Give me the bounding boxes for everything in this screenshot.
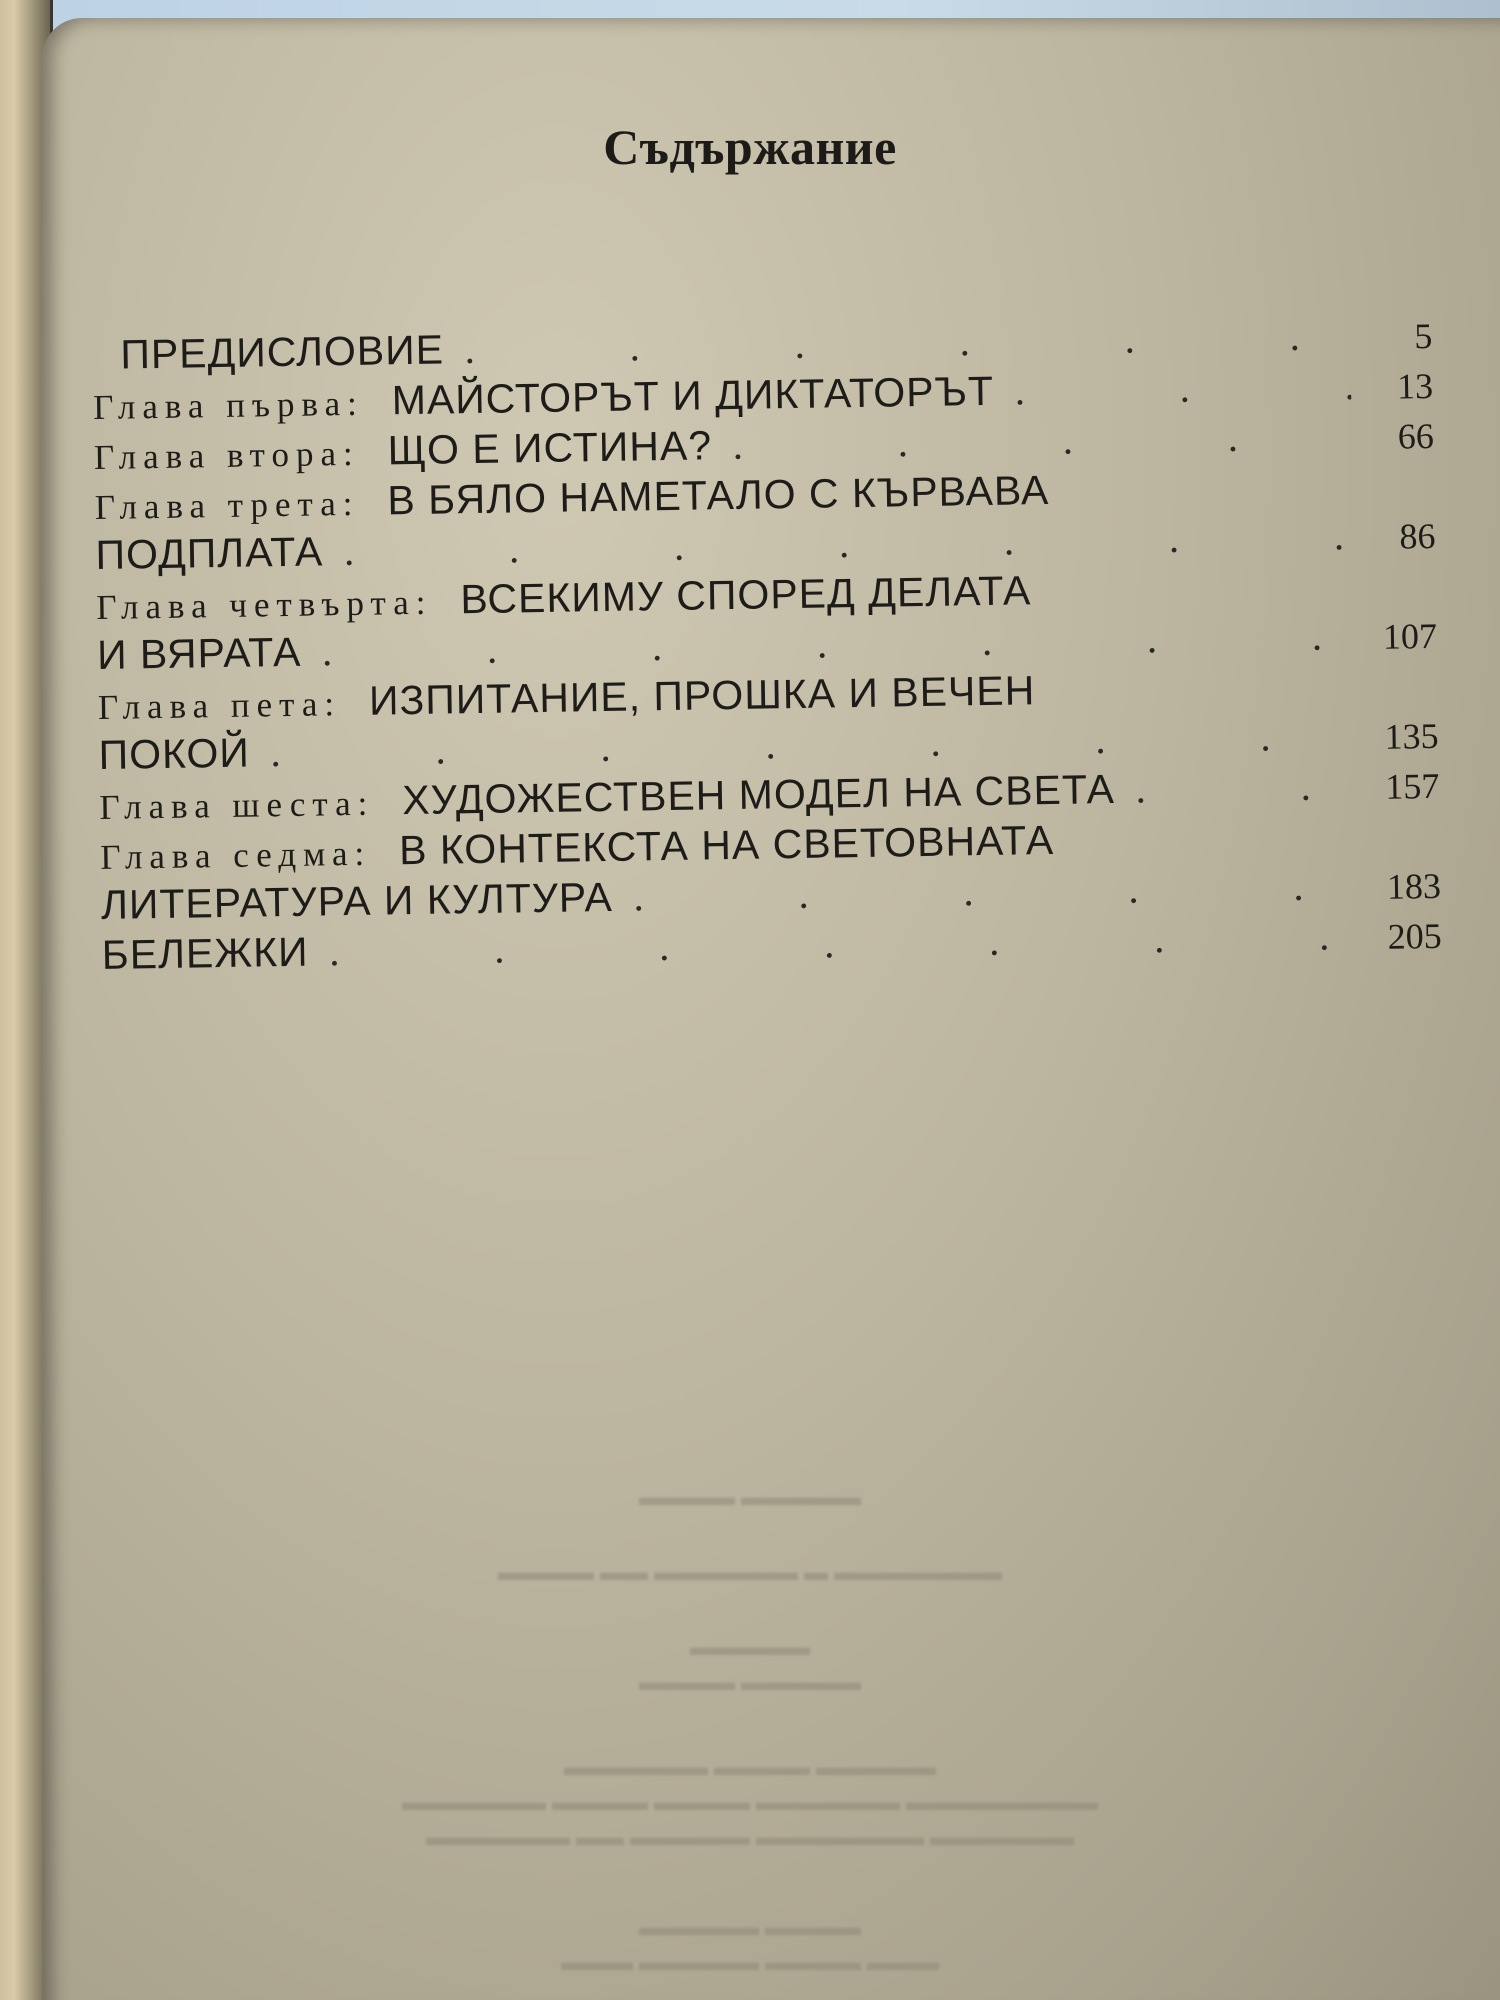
bleed-through-text: ▬▬▬▬ ▬▬ ▬▬▬▬▬▬ ▬ ▬▬▬▬▬▬▬ [498, 1560, 1002, 1586]
entry-title: ПОДПЛАТА [95, 528, 324, 578]
entry-title: МАЙСТОРЪТ И ДИКТАТОРЪТ [391, 367, 995, 424]
entry-prefix: Глава втора: [93, 433, 360, 477]
bleed-through-text: ▬▬▬▬ ▬▬▬▬▬ [639, 1670, 861, 1696]
entry-page-number: 135 [1384, 715, 1439, 757]
entry-page-number: 86 [1399, 515, 1436, 557]
entry-prefix: Глава първа: [92, 383, 365, 427]
entry-prefix: Глава шеста: [99, 783, 375, 827]
entry-title: БЕЛЕЖКИ [101, 928, 309, 978]
entry-prefix: Глава трета: [94, 483, 360, 527]
entry-prefix: Глава четвърта: [96, 582, 433, 627]
entry-title: ВСЕКИМУ СПОРЕД ДЕЛАТА [460, 567, 1032, 623]
entry-page-number: 13 [1396, 365, 1434, 407]
bleed-through-text: ▬▬▬ ▬▬▬▬▬ ▬▬▬▬ ▬▬▬ [561, 1950, 939, 1976]
entry-prefix: Глава пета: [97, 684, 342, 727]
entry-title: И ВЯРАТА [96, 628, 302, 678]
entry-title: ИЗПИТАНИЕ, ПРОШКА И ВЕЧЕН [368, 667, 1036, 724]
bleed-through-text: ▬▬▬▬▬ ▬▬▬▬ [639, 1915, 861, 1941]
entry-page-number: 5 [1413, 315, 1433, 357]
entry-page-number: 66 [1397, 415, 1435, 457]
entry-title: ЛИТЕРАТУРА И КУЛТУРА [100, 873, 614, 928]
entry-title: ПРЕДИСЛОВИЕ [120, 326, 445, 378]
entry-title: ПОКОЙ [98, 729, 251, 778]
entry-prefix: Глава седма: [99, 833, 372, 877]
entry-page-number: 107 [1382, 615, 1438, 657]
bleed-through-text: ▬▬▬▬▬▬ ▬▬▬▬ ▬▬▬▬▬ [564, 1755, 936, 1781]
entry-title: В КОНТЕКСТА НА СВЕТОВНАТА [398, 816, 1055, 874]
toc-heading: Съдържание [603, 119, 897, 175]
entry-title: В БЯЛО НАМЕТАЛО С КЪРВАВА [387, 466, 1050, 524]
bleed-through-text: ▬▬▬▬▬▬ ▬▬ ▬▬▬▬▬ ▬▬▬▬▬▬▬ ▬▬▬▬▬▬ [426, 1825, 1074, 1851]
table-of-contents [92, 309, 1442, 980]
bleed-through-text: ▬▬▬▬▬ [690, 1635, 810, 1661]
entry-page-number: 157 [1385, 765, 1440, 807]
bleed-through-text: ▬▬▬▬▬▬ ▬▬▬▬ ▬▬▬▬ ▬▬▬▬▬▬ ▬▬▬▬▬▬▬▬ [402, 1790, 1098, 1816]
entry-page-number: 183 [1386, 865, 1442, 907]
entry-page-number: 205 [1387, 915, 1442, 957]
bleed-through-text: ▬▬▬▬ ▬▬▬▬▬ [639, 1485, 861, 1511]
entry-title: ЩО Е ИСТИНА? [387, 422, 713, 474]
entry-title: ХУДОЖЕСТВЕН МОДЕЛ НА СВЕТА [401, 765, 1116, 824]
